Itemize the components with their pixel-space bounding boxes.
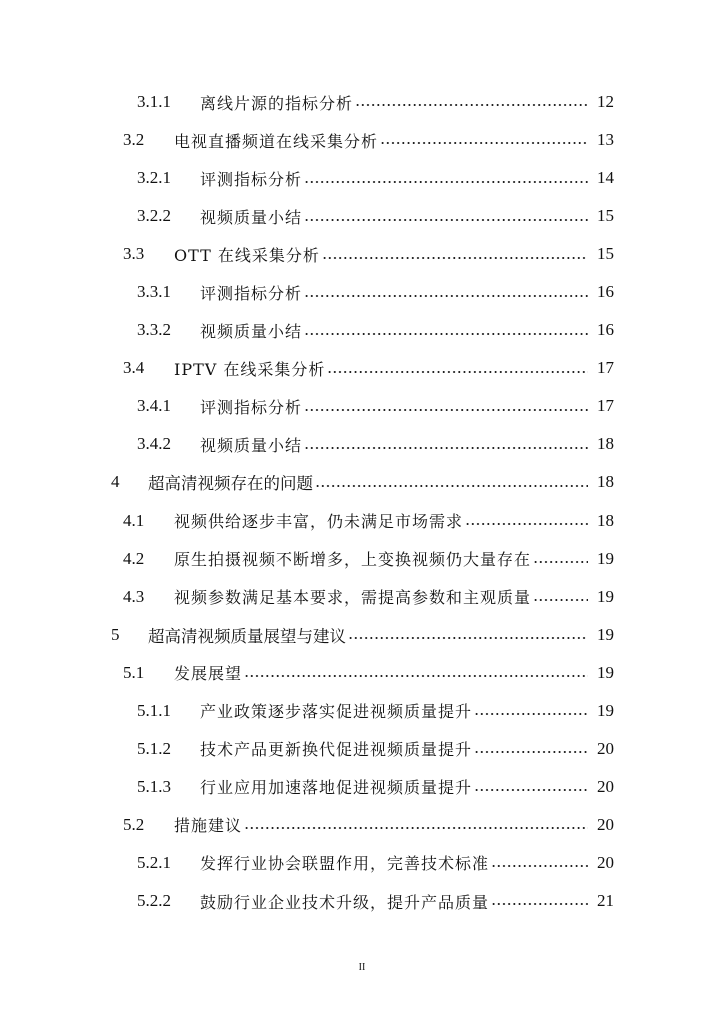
dot-leader (327, 349, 588, 387)
toc-entry-page: 20 (597, 738, 614, 758)
dot-leader (474, 768, 588, 806)
table-of-contents (0, 83, 724, 920)
dot-leader (244, 806, 588, 844)
toc-entry-number: 3.2 (123, 130, 145, 150)
dot-leader (244, 654, 588, 692)
toc-entry-title: 评测指标分析 (200, 169, 303, 189)
toc-entry-page: 16 (597, 282, 614, 302)
toc-entry[interactable] (0, 197, 724, 235)
dot-leader (465, 502, 588, 540)
toc-entry-page: 17 (597, 396, 614, 416)
toc-entry[interactable] (0, 121, 724, 159)
dot-leader (474, 730, 588, 768)
toc-entry-number: 5 (111, 624, 120, 644)
toc-entry-page: 12 (597, 92, 614, 112)
toc-entry-title: 视频质量小结 (200, 207, 303, 227)
toc-entry-number: 4.1 (123, 510, 145, 530)
toc-entry-title: 发挥行业协会联盟作用，完善技术标准 (200, 854, 490, 874)
toc-entry-number: 4 (111, 472, 120, 492)
toc-entry-page: 19 (597, 662, 614, 682)
toc-entry-number: 3.3.1 (137, 282, 171, 302)
toc-entry-page: 17 (597, 358, 614, 378)
dot-leader (491, 882, 588, 920)
toc-entry-title: 技术产品更新换代促进视频质量提升 (200, 740, 473, 760)
dot-leader (304, 387, 588, 425)
toc-entry[interactable] (0, 349, 724, 387)
toc-entry-number: 4.2 (123, 548, 145, 568)
toc-entry-number: 3.1.1 (137, 92, 171, 112)
toc-entry-title: 原生拍摄视频不断增多，上变换视频仍大量存在 (174, 550, 532, 570)
toc-entry-title: 产业政策逐步落实促进视频质量提升 (200, 702, 473, 722)
toc-entry[interactable] (0, 425, 724, 463)
toc-entry-page: 19 (597, 624, 614, 644)
toc-entry-title: 视频供给逐步丰富，仍未满足市场需求 (174, 512, 464, 532)
toc-entry-page: 18 (597, 510, 614, 530)
toc-entry-title: 视频质量小结 (200, 321, 303, 341)
toc-entry-title: 电视直播频道在线采集分析 (174, 131, 379, 151)
dot-leader (348, 616, 588, 654)
toc-entry-page: 20 (597, 852, 614, 872)
dot-leader (304, 197, 588, 235)
toc-entry[interactable] (0, 768, 724, 806)
toc-entry[interactable] (0, 463, 724, 501)
toc-entry-number: 5.1.1 (137, 700, 171, 720)
toc-entry-page: 19 (597, 700, 614, 720)
toc-entry-number: 5.2 (123, 814, 145, 834)
toc-entry-number: 3.4.2 (137, 434, 171, 454)
toc-entry-title: 超高清视频存在的问题 (148, 474, 313, 494)
toc-entry-number: 4.3 (123, 586, 145, 606)
dot-leader (304, 311, 588, 349)
dot-leader (355, 83, 588, 121)
toc-entry[interactable] (0, 311, 724, 349)
toc-entry[interactable] (0, 844, 724, 882)
toc-entry[interactable] (0, 83, 724, 121)
toc-entry-title: OTT 在线采集分析 (174, 245, 320, 265)
toc-entry-page: 20 (597, 776, 614, 796)
toc-entry[interactable] (0, 235, 724, 273)
toc-entry-title: 视频参数满足基本要求，需提高参数和主观质量 (174, 588, 532, 608)
toc-entry[interactable] (0, 540, 724, 578)
toc-entry[interactable] (0, 502, 724, 540)
dot-leader (533, 540, 588, 578)
toc-entry[interactable] (0, 882, 724, 920)
toc-entry-number: 5.1.2 (137, 738, 171, 758)
toc-entry-number: 3.2.2 (137, 206, 171, 226)
toc-entry-page: 18 (597, 434, 614, 454)
toc-entry[interactable] (0, 616, 724, 654)
toc-entry[interactable] (0, 806, 724, 844)
toc-entry[interactable] (0, 273, 724, 311)
toc-entry-title: 视频质量小结 (200, 435, 303, 455)
toc-entry-page: 21 (597, 891, 614, 910)
toc-entry-title: 离线片源的指标分析 (200, 93, 354, 113)
toc-entry[interactable] (0, 730, 724, 768)
toc-entry-page: 13 (597, 130, 614, 150)
dot-leader (304, 425, 588, 463)
toc-entry-title: 措施建议 (174, 816, 243, 836)
dot-leader (533, 578, 588, 616)
toc-entry-number: 3.3 (123, 244, 145, 264)
toc-entry-page: 15 (597, 244, 614, 264)
toc-entry[interactable] (0, 654, 724, 692)
toc-entry-title: 发展展望 (174, 664, 243, 684)
toc-entry-number: 3.4.1 (137, 396, 171, 416)
toc-entry-title: 行业应用加速落地促进视频质量提升 (200, 778, 473, 798)
toc-entry[interactable] (0, 578, 724, 616)
toc-entry-number: 5.1 (123, 662, 145, 682)
toc-entry-title: 超高清视频质量展望与建议 (148, 626, 346, 646)
toc-entry-title: 鼓励行业企业技术升级，提升产品质量 (200, 892, 490, 912)
page-number: II (358, 962, 366, 973)
dot-leader (322, 235, 588, 273)
toc-entry-page: 15 (597, 206, 614, 226)
dot-leader (491, 844, 588, 882)
toc-entry[interactable] (0, 159, 724, 197)
dot-leader (474, 692, 588, 730)
toc-entry-page: 19 (597, 586, 614, 606)
dot-leader (304, 273, 588, 311)
toc-entry-page: 19 (597, 548, 614, 568)
toc-entry-number: 5.2.1 (137, 852, 171, 872)
dot-leader (380, 121, 588, 159)
toc-entry-page: 16 (597, 320, 614, 340)
toc-entry-title: 评测指标分析 (200, 283, 303, 303)
toc-entry-title: IPTV 在线采集分析 (174, 359, 326, 379)
toc-entry-page: 18 (597, 472, 614, 492)
toc-entry[interactable] (0, 692, 724, 730)
toc-entry[interactable] (0, 387, 724, 425)
toc-entry-number: 5.1.3 (137, 776, 171, 796)
toc-entry-number: 3.3.2 (137, 320, 171, 340)
toc-entry-page: 14 (597, 168, 614, 188)
toc-entry-number: 3.4 (123, 358, 145, 378)
dot-leader (304, 159, 588, 197)
toc-entry-number: 5.2.2 (137, 891, 171, 910)
toc-entry-title: 评测指标分析 (200, 397, 303, 417)
dot-leader (315, 463, 588, 501)
toc-entry-page: 20 (597, 814, 614, 834)
toc-entry-number: 3.2.1 (137, 168, 171, 188)
